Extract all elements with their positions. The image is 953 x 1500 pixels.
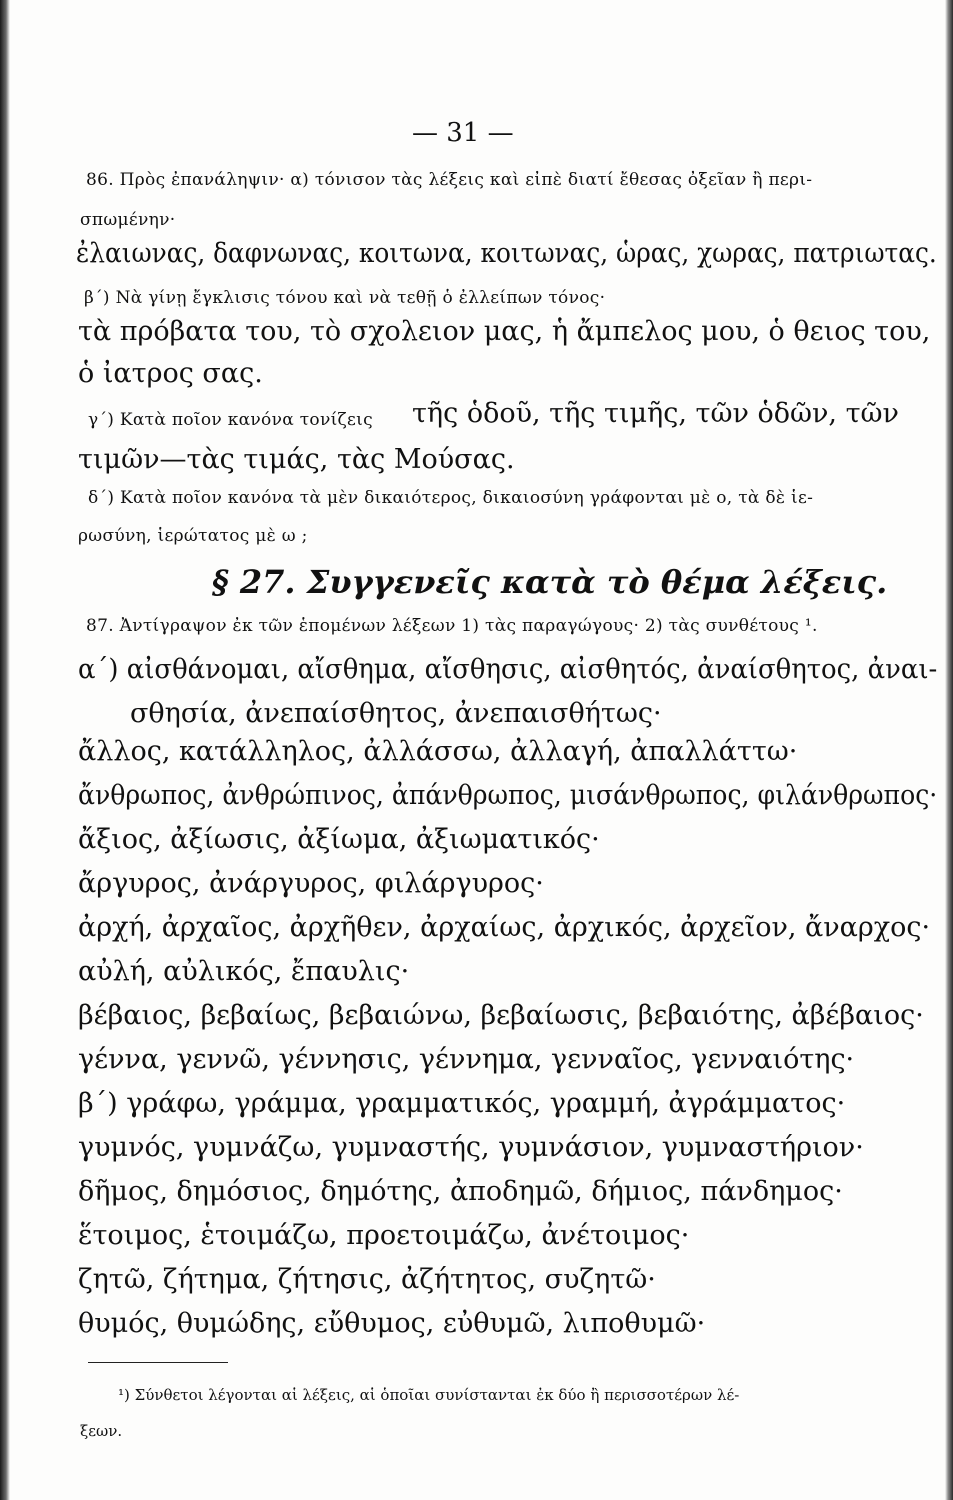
page-edge-shadow-right xyxy=(945,0,953,1500)
exercise-86-b-line1: τὰ πρόβατα του, τὸ σχολειον μας, ἡ ἄμπελος μου, ὁ θειος του, xyxy=(78,316,931,347)
footnote-line1: ¹) Σύνθετοι λέγονται αἱ λέξεις, αἱ ὁποῖαι συνίστανται ἐκ δύο ἢ περισσοτέρων λέ- xyxy=(118,1386,740,1404)
exercise-87-prompt: 87. Ἀντίγραψον ἐκ τῶν ἑπομένων λέξεων 1) τὰς παραγώγους· 2) τὰς συνθέτους ¹. xyxy=(86,616,818,636)
word-family-line: βέβαιος, βεβαίως, βεβαιώνω, βεβαίωσις, βεβαιότης, ἀβέβαιος· xyxy=(78,1000,924,1031)
exercise-86-prompt-line2: σπωμένην· xyxy=(80,210,176,230)
exercise-86-b-line2: ὁ ἰατρος σας. xyxy=(78,358,263,389)
exercise-86-c-prompt: γ΄) Κατὰ ποῖον κανόνα τονίζεις xyxy=(88,410,373,430)
word-family-line: δῆμος, δημόσιος, δημότης, ἀποδημῶ, δήμιος, πάνδημος· xyxy=(78,1176,843,1207)
footnote-rule xyxy=(88,1362,228,1363)
word-family-line: γυμνός, γυμνάζω, γυμναστής, γυμνάσιον, γυμναστήριον· xyxy=(78,1132,864,1163)
exercise-86-d-line2: ρωσύνη, ἱερώτατος μὲ ω ; xyxy=(78,526,308,546)
exercise-87-a-line2: σθησία, ἀνεπαίσθητος, ἀνεπαισθήτως· xyxy=(130,698,662,729)
word-family-line: αὐλή, αὐλικός, ἔπαυλις· xyxy=(78,956,410,987)
word-family-line: ἄνθρωπος, ἀνθρώπινος, ἀπάνθρωπος, μισάνθρωπος, φιλάνθρωπος· xyxy=(78,780,938,811)
word-family-line: ἄργυρος, ἀνάργυρος, φιλάργυρος· xyxy=(78,868,544,899)
word-family-line: γέννα, γεννῶ, γέννησις, γέννημα, γενναῖος, γενναιότης· xyxy=(78,1044,855,1075)
word-family-line: β΄) γράφω, γράμμα, γραμματικός, γραμμή, ἀγράμματος· xyxy=(78,1088,846,1119)
exercise-86-words-a: ἐλαιωνας, δαφνωνας, κοιτωνα, κοιτωνας, ὡρας, χωρας, πατριωτας. xyxy=(76,238,937,269)
word-family-line: ζητῶ, ζήτημα, ζήτησις, ἀζήτητος, συζητῶ· xyxy=(78,1264,656,1295)
exercise-86-c-line2: τιμῶν—τὰς τιμάς, τὰς Μούσας. xyxy=(78,444,515,475)
exercise-86-prompt-line1: 86. Πρὸς ἐπανάληψιν· α) τόνισον τὰς λέξεις καὶ εἰπὲ διατί ἔθεσας ὀξεῖαν ἢ περι- xyxy=(86,170,813,190)
page-edge-shadow-left xyxy=(0,0,10,1500)
word-family-line: ἕτοιμος, ἑτοιμάζω, προετοιμάζω, ἀνέτοιμος· xyxy=(78,1220,690,1251)
word-family-line: ἀρχή, ἀρχαῖος, ἀρχῆθεν, ἀρχαίως, ἀρχικός, ἀρχεῖον, ἄναρχος· xyxy=(78,912,931,943)
word-family-line: ἄξιος, ἀξίωσις, ἀξίωμα, ἀξιωματικός· xyxy=(78,824,600,855)
word-family-line: θυμός, θυμώδης, εὔθυμος, εὐθυμῶ, λιποθυμῶ· xyxy=(78,1308,706,1339)
section-heading: § 27. Συγγενεῖς κατὰ τὸ θέμα λέξεις. xyxy=(212,563,888,601)
exercise-87-a-line1: α΄) αἰσθάνομαι, αἴσθημα, αἴσθησις, αἰσθητός, ἀναίσθητος, ἀναι- xyxy=(78,654,938,685)
footnote-line2: ξεων. xyxy=(80,1422,123,1440)
exercise-86-d-line1: δ΄) Κατὰ ποῖον κανόνα τὰ μὲν δικαιότερος, δικαιοσύνη γράφονται μὲ ο, τὰ δὲ ἱε- xyxy=(88,488,814,508)
word-family-line: ἄλλος, κατάλληλος, ἀλλάσσω, ἀλλαγή, ἀπαλλάττω· xyxy=(78,736,798,767)
exercise-86-c-words: τῆς ὁδοῦ, τῆς τιμῆς, τῶν ὁδῶν, τῶν xyxy=(412,398,899,429)
exercise-86-b-prompt: β΄) Νὰ γίνῃ ἔγκλισις τόνου καὶ νὰ τεθῇ ὁ ἐλλείπων τόνος· xyxy=(84,288,606,308)
page-number: — 31 — xyxy=(412,118,514,148)
